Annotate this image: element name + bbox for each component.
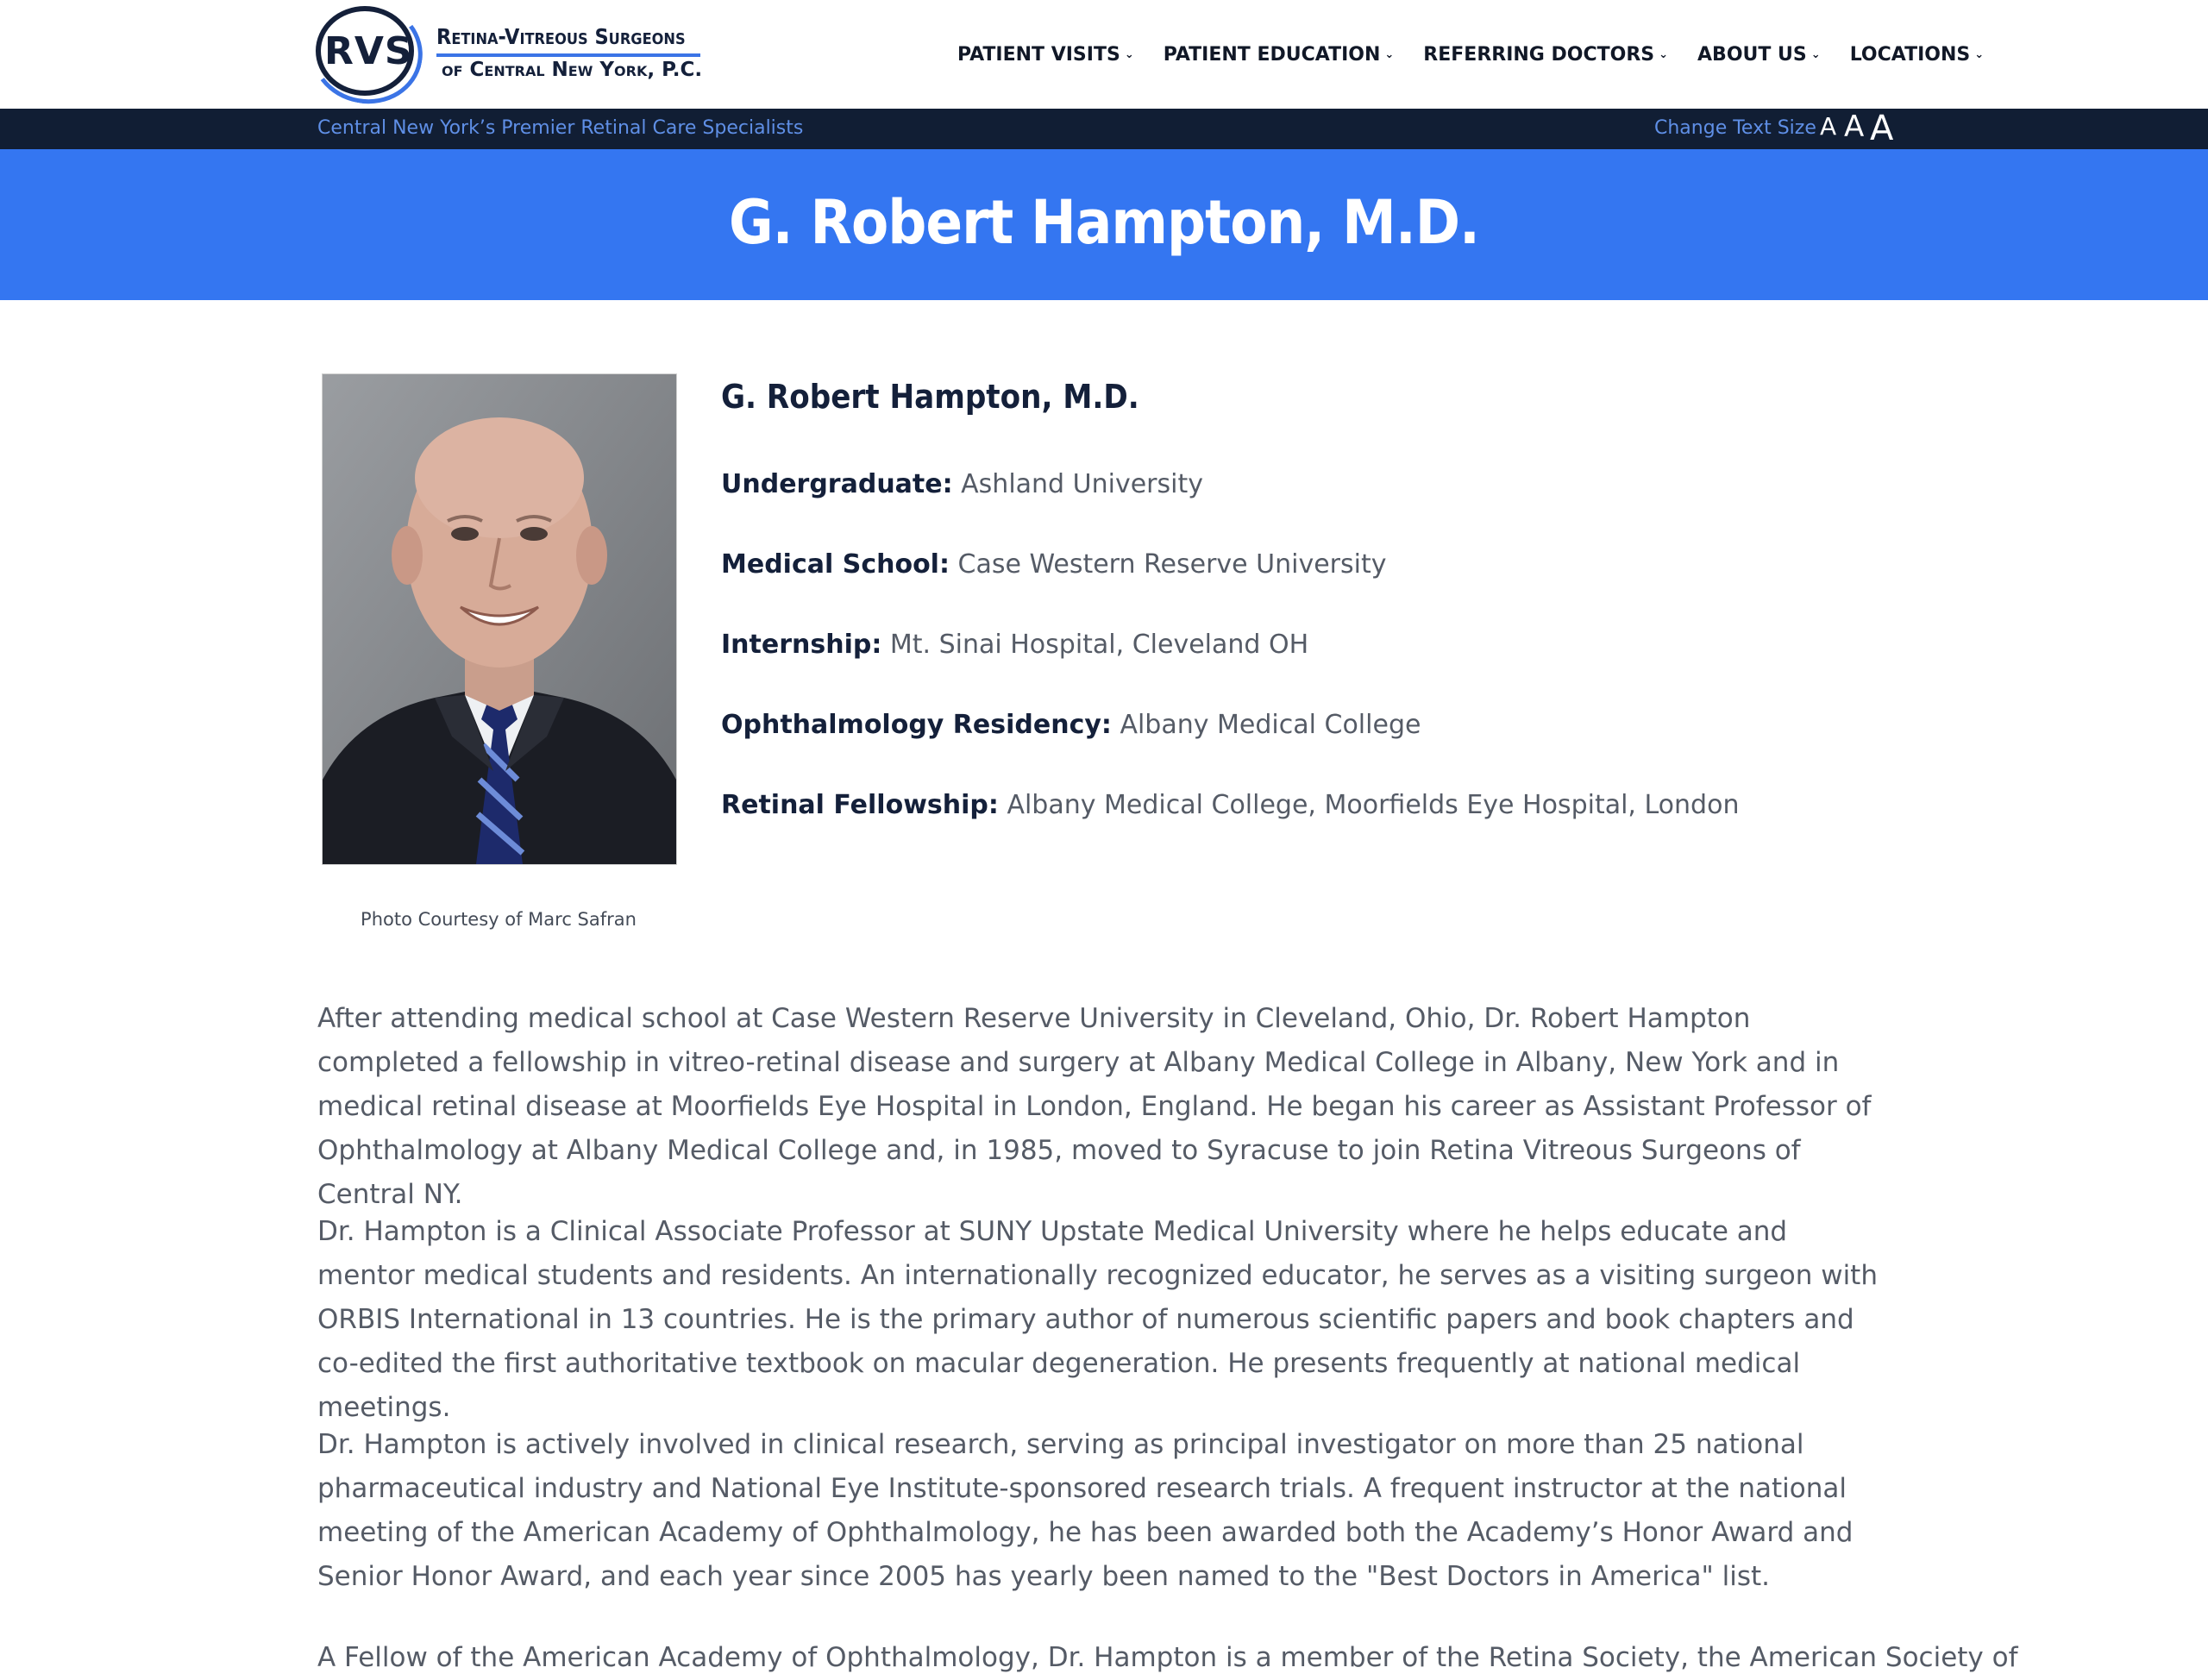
bio-paragraph: A Fellow of the American Academy of Ophthalmology, Dr. Hampton is a member of the Retina Society, the American Society of [317, 1642, 2018, 1673]
page-title-banner [0, 149, 2208, 300]
education-label: Retinal Fellowship: [721, 790, 999, 820]
text-size-large-button[interactable]: A [1870, 109, 1894, 148]
text-size-medium-button[interactable]: A [1844, 110, 1865, 144]
nav-item-label: PATIENT EDUCATION [1163, 43, 1381, 66]
education-value: Case Western Reserve University [957, 549, 1387, 580]
chevron-down-icon: ⌄ [1124, 47, 1134, 61]
chevron-down-icon: ⌄ [1810, 47, 1821, 61]
bio-paragraph: After attending medical school at Case Western Reserve University in Cleveland, Ohio, Dr. Robert Hampton completed a fellowship in vitreo-retinal disease and surgery at Albany Medical College in Albany, New York and in medical retinal disease at Moorfields Eye Hospital in London, England. He began his career as Assistant Professor of Ophthalmology at Albany Medical College and, in 1985, moved to Syracuse to join Retina Vitreous Surgeons of Central NY. [317, 1003, 1872, 1210]
chevron-down-icon: ⌄ [1384, 47, 1395, 61]
doctor-photo [322, 373, 677, 865]
site-header [0, 0, 2208, 109]
main-nav [957, 40, 1984, 69]
education-label: Medical School: [721, 549, 950, 580]
nav-item-label: ABOUT US [1697, 43, 1807, 66]
education-value: Ashland University [961, 469, 1203, 499]
education-fellowship [721, 790, 1739, 820]
utility-bar [0, 109, 2208, 149]
education-label: Internship: [721, 630, 882, 660]
education-value: Albany Medical College [1120, 710, 1421, 740]
chevron-down-icon: ⌄ [1974, 47, 1985, 61]
nav-item-label: REFERRING DOCTORS [1423, 43, 1655, 66]
text-size-label: Change Text Size [1654, 117, 1816, 139]
bio-paragraph: Dr. Hampton is actively involved in clinical research, serving as principal investigator on more than 25 national pharmaceutical industry and National Eye Institute-sponsored research trials. A frequent instructor at the national meeting of the American Academy of Ophthalmology, he has been awarded both the Academy’s Honor Award and Senior Honor Award, and each year since 2005 has yearly been named to the "Best Doctors in America" list. [317, 1429, 1854, 1592]
nav-item-referring-doctors[interactable] [1423, 40, 1668, 69]
education-label: Ophthalmology Residency: [721, 710, 1112, 740]
nav-item-about-us[interactable] [1697, 40, 1821, 69]
education-value: Mt. Sinai Hospital, Cleveland OH [889, 630, 1309, 660]
bio-paragraph: Dr. Hampton is a Clinical Associate Professor at SUNY Upstate Medical University where he helps educate and mentor medical students and residents. An internationally recognized educator, he serves as a visiting surgeon with ORBIS International in 13 countries. He is the primary author of numerous scientific papers and book chapters and co-edited the first authoritative textbook on macular degeneration. He presents frequently at national medical meetings. [317, 1216, 1878, 1423]
doctor-portrait-image [323, 374, 676, 864]
tagline: Central New York’s Premier Retinal Care Specialists [317, 117, 804, 139]
photo-caption: Photo Courtesy of Marc Safran [361, 909, 637, 930]
logo-name-line1: Retina-Vitreous Surgeons [436, 24, 686, 49]
education-value: Albany Medical College, Moorfields Eye Hospital, London [1007, 790, 1740, 820]
logo-mark: RVS [324, 29, 413, 73]
logo-name-line2: of Central New York, P.C. [442, 59, 703, 81]
nav-item-label: LOCATIONS [1849, 43, 1971, 66]
education-residency [721, 710, 1421, 740]
nav-item-patient-education[interactable] [1164, 40, 1395, 69]
logo[interactable] [316, 3, 704, 105]
education-label: Undergraduate: [721, 469, 953, 499]
nav-item-locations[interactable] [1850, 40, 1984, 69]
page-title: G. Robert Hampton, M.D. [729, 187, 1479, 258]
text-size-small-button[interactable]: A [1820, 112, 1837, 141]
doctor-name-heading: G. Robert Hampton, M.D. [721, 378, 1139, 416]
chevron-down-icon: ⌄ [1659, 47, 1669, 61]
nav-item-patient-visits[interactable] [957, 40, 1134, 69]
logo-divider [436, 53, 700, 57]
education-medical-school [721, 549, 1387, 580]
nav-item-label: PATIENT VISITS [957, 43, 1120, 66]
education-undergraduate [721, 469, 1203, 499]
education-internship [721, 630, 1308, 660]
